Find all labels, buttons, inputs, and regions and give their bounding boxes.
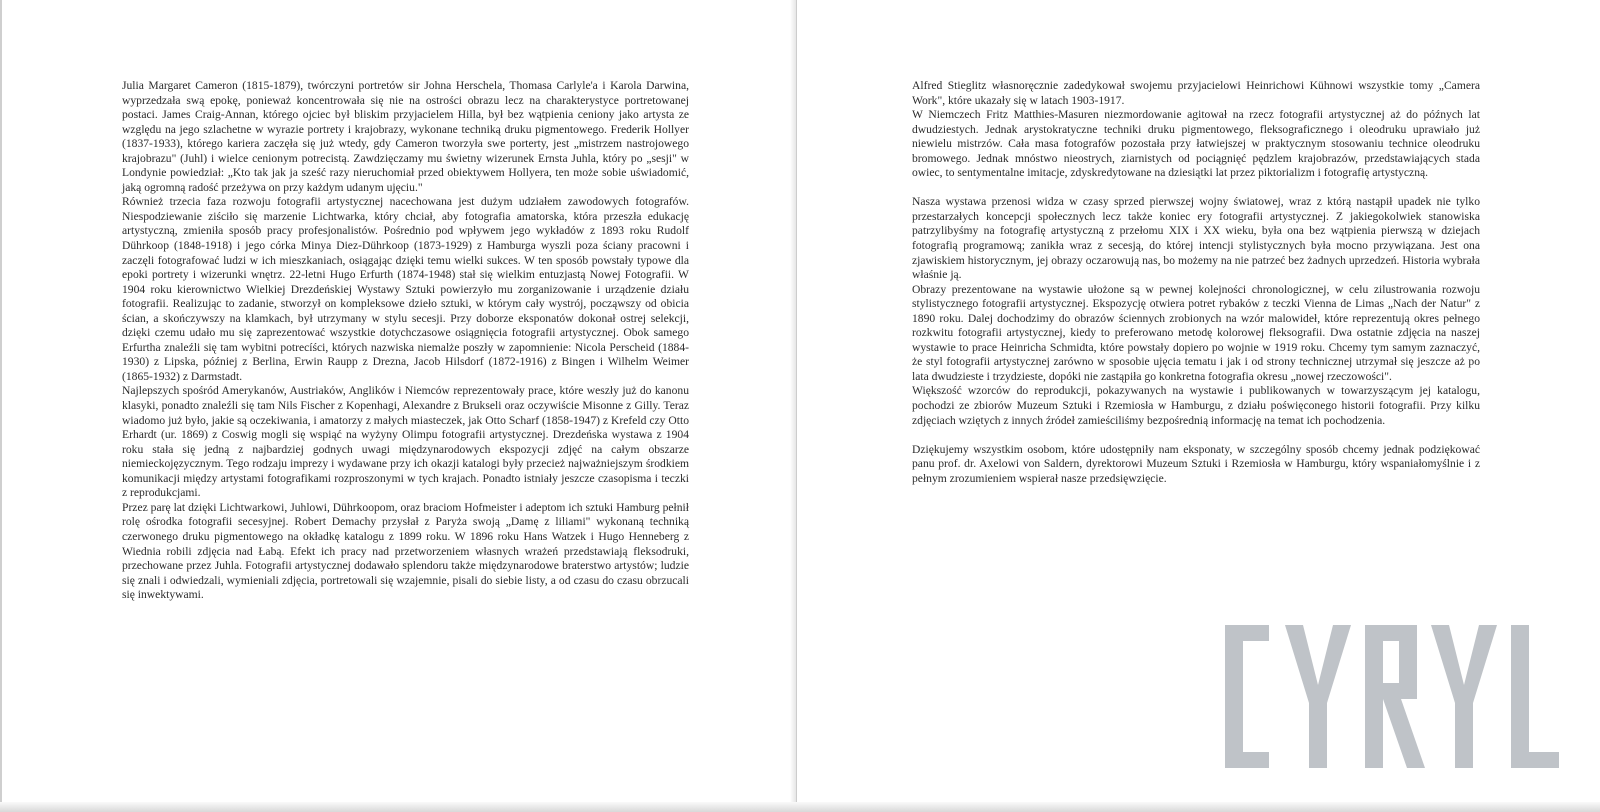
left-text-column — [122, 79, 689, 603]
paragraph: Najlepszych spośród Amerykanów, Austriaków, Anglików i Niemców reprezentowały prace, które weszły już do kanonu klasyki, ponadto znaleźli się tam Nils Fischer z Kopenhagi, Alexandre z Brukseli oraz oczywiście Misonne z Gilly. Teraz wiadomo już było, jakie są oczekiwania, i amatorzy z małych miasteczek, jak Otto Scharf (1858-1947) z Krefeld czy Otto Erhardt (ur. 1869) z Coswig mogli się wspiąć na wyżyny Olimpu fotografii artystycznej. Drezdeńska wystawa z 1904 roku stała się jedną z najbardziej godnych uwagi międzynarodowych ekspozycji zdjęć na całym obszarze niemieckojęzycznym. Tego rodzaju imprezy i wydawane przy ich okazji katalogi były przecież najważniejszym środkiem komunikacji między artystami fotografikami rozproszonymi w tych krajach. Ponadto istniały jeszcze czasopisma i teczki z reprodukcjami. — [122, 384, 689, 500]
cyryl-watermark-logo — [1225, 625, 1559, 768]
paragraph: Również trzecia faza rozwoju fotografii artystycznej nacechowana jest dużym udziałem zawodowych fotografów. Niespodziewanie ziściło się marzenie Lichtwarka, który chciał, aby fotografia amatorska, która przeszła edukację artystyczną, zmieniła sposób pracy profesjonalistów. Pośrednio pod wpływem jego wykładów z 1893 roku Rudolf Dührkoop (1848-1918) i jego córka Minya Diez-Dührkoop (1873-1929) z Hamburga wyszli poza ściany pracowni i zaczęli fotografować ludzi w ich mieszkaniach, osiągając dzięki temu wielki sukces. W ten sposób powstały typowe dla epoki portrety i wizerunki wnętrz. 22-letni Hugo Erfurth (1874-1948) stał się wielkim entuzjastą Nowej Fotografii. W 1904 roku kierownictwo Wielkiej Drezdeńskiej Wystawy Sztuki powierzyło mu zorganizowanie i urządzenie działu fotografii. Realizując to zadanie, stworzył on kompleksowe dzieło sztuki, w którym cały wystrój, począwszy od obicia ścian, a skończywszy na klamkach, był utrzymany w stylu secesji. Przy doborze eksponatów dokonał ostrej selekcji, dzięki czemu udało mu się zaprezentować wszystkie dotychczasowe osiągnięcia fotografii artystycznej. Obok samego Erfurtha znaleźli się tam wybitni potrecíści, których nazwiska niemalże poszły w zapomnienie: Nicola Perscheid (1884-1930) z Lipska, później z Berlina, Erwin Raupp z Drezna, Jacob Hilsdorf (1872-1916) z Bingen i Wilhelm Weimer (1865-1932) z Darmstadt. — [122, 195, 689, 383]
paragraph: Większość wzorców do reprodukcji, pokazywanych na wystawie i publikowanych w towarzyszącym jej katalogu, pochodzi ze zbiorów Muzeum Sztuki i Rzemiosła w Hamburgu, z działu poświęconego historii fotografii. Przy kilku zdjęciach wziętych z innych źródeł zamieściliśmy bezpośrednią informację na temat ich pochodzenia. — [912, 384, 1480, 427]
paragraph: Julia Margaret Cameron (1815-1879), twórczyni portretów sir Johna Herschela, Thomasa Carlyle'a i Karola Darwina, wyprzedzała swą epokę, ponieważ koncentrowała się nie na ostrości obrazu lecz na charakterystyce portretowanej postaci. James Craig-Annan, którego ojciec był bliskim przyjacielem Hilla, był bez wątpienia ceniony jako artysta ze względu na jego szlachetne w wyrazie portrety i krajobrazy, wykonane techniką druku pigmentowego. Frederik Hollyer (1837-1933), którego kariera zaczęła się już wtedy, gdy Cameron tworzyła swe porterty, jest „mistrzem nastrojowego krajobrazu" (Juhl) i wielce cenionym potrecistą. Zawdzięczamy mu świetny wizerunek Ernsta Juhla, który po „sesji" w Londynie powiedział: „Kto tak jak ja sześć razy nieruchomiał przed obiektywem Hollyera, ten może sobie uświadomić, jaką ogromną radość przeżywa on przy każdym udanym ujęciu." — [122, 79, 689, 194]
paragraph: Dziękujemy wszystkim osobom, które udostępniły nam eksponaty, w szczególny sposób chcemy jednak podziękować panu prof. dr. Axelowi von Saldern, dyrektorowi Muzeum Sztuki i Rzemiosła w Hamburgu, który wspaniałomyślnie i z pełnym zrozumieniem wspierał nasze przedsięwzięcie. — [912, 442, 1480, 485]
right-text-column — [912, 79, 1480, 486]
cyryl-logo-icon — [1225, 625, 1559, 768]
paragraph: Obrazy prezentowane na wystawie ułożone są w pewnej kolejności chronologicznej, w celu zilustrowania rozwoju stylistycznego fotografii artystycznej. Ekspozycję otwiera potret rybaków z teczki Vienna de Limas „Nach der Natur" z 1890 roku. Dalej dochodzimy do obrazów ściennych zrobionych na wzór malowideł, które reprezentują okres pełnego rozkwitu fotografii artystycznej, kiedy to preferowano metodę kolorowej fleksografii. Dwa ostatnie zdjęcia na naszej wystawie to prace Heinricha Schmidta, które powstały dopiero po wojnie w 1919 roku. Chcemy tym samym zaznaczyć, że styl fotografii artystycznej zarówno w sposobie ujęcia tematu i jak i od strony technicznej utrzymał się jeszcze aż po lata dwudzieste i trzydzieste, dopóki nie zastąpiła go konkretna fotografia okresu „nowej rzeczowości". — [912, 282, 1480, 383]
paragraph: Nasza wystawa przenosi widza w czasy sprzed pierwszej wojny światowej, wraz z którą nastąpił upadek nie tylko przestarzałych koncepcji społecznych lecz także koniec ery fotografii artystycznej. Z jakiegokolwiek stanowiska patrzylibyśmy na fotografię artystyczną z przełomu XIX i XX wieku, była ona bez wątpienia pierwszą w dziejach fotografią programową; zanikła wraz z secesją, do której intencji stylistycznych była mocno przywiązana. Jest ona zjawiskiem historycznym, jej obrazy oczarowują nas, bo możemy na nie patrzeć bez żadnych uprzedzeń. Historia wybrała właśnie ją. — [912, 195, 1480, 282]
paragraph: Przez parę lat dzięki Lichtwarkowi, Juhlowi, Dührkoopom, oraz braciom Hofmeister i adeptom ich sztuki Hamburg pełnił rolę ośrodka fotografii secesyjnej. Robert Demachy przysłał z Paryża swoją „Damę z liliami" wykonaną techniką czerwonego druku pigmentowego na okładkę katalogu z 1899 roku. W 1896 roku Hans Watzek i Hugo Henneberg z Wiednia robili zdjęcia nad Łabą. Efekt ich pracy nad przetworzeniem własnych wrażeń przedstawiają fleksodruki, przechowane przez Juhla. Fotografii artystycznej dodawało splendoru także międzynarodowe braterstwo artystów; ludzie się znali i odwiedzali, wymieniali zdjęcia, portretowali się wzajemnie, pisali do siebie listy, a od czasu do czasu obrzucali się inwektywami. — [122, 500, 689, 602]
paragraph: Alfred Stieglitz własnoręcznie zadedykował swojemu przyjacielowi Heinrichowi Kühnowi wszystkie tomy „Camera Work", które ukazały się w latach 1903-1917. — [912, 79, 1480, 107]
paragraph: W Niemczech Fritz Matthies-Masuren niezmordowanie agitował na rzecz fotografii artystycznej aż do późnych lat dwudziestych. Jednak arystokratyczne techniki druku pigmentowego, fleksograficznego i oleodruku uprawiało już niewielu mistrzów. Cała masa fotografów pozostała przy łatwiejszej w praktycznym stosowaniu technice oleodruku bromowego. Jednak mnóstwo nieostrych, ziarnistych od pociągnięć pędzlem krajobrazów, przedstawiających stada owiec, to sentymentalne imitacje, zdyskredytowane na dziesiątki lat przez piktorializm i fotografię artystyczną. — [912, 108, 1480, 180]
left-page — [0, 0, 797, 804]
